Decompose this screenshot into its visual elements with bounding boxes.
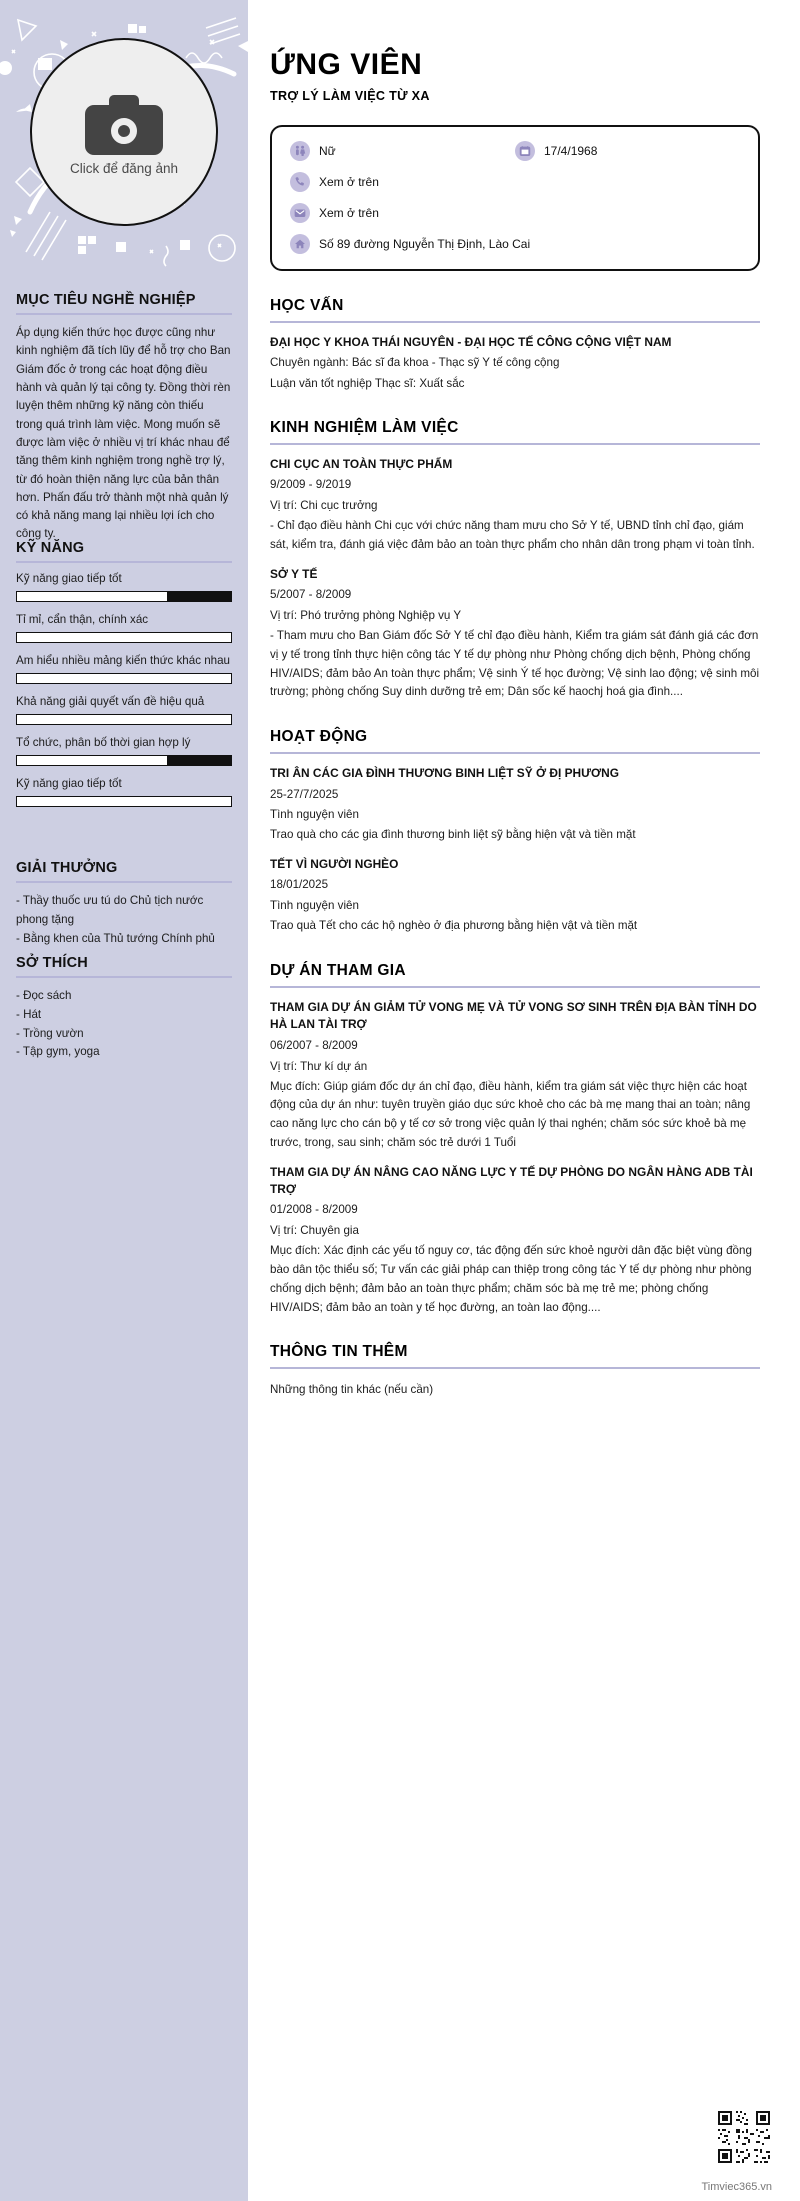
experience-period: 5/2007 - 8/2009: [270, 588, 352, 602]
skill-item: [16, 613, 232, 643]
skill-item: [16, 654, 232, 684]
list-item: - Hát: [16, 1007, 42, 1021]
skills-list: [16, 572, 232, 807]
contact-email-value: Xem ở trên: [319, 206, 379, 220]
awards-list: [16, 892, 232, 948]
career-objective-body: Áp dụng kiến thức học được cũng như kinh nghiệm đã tích lũy để hỗ trợ cho Ban Giám đốc ở trong các hoạt động điều hành và quản lý tại công ty. Đồng thời rèn luyện thêm những kỹ năng còn thiếu trong quá trình làm việc. Mong muốn sẽ được làm việc ở nhiều vị trí khác nhau để tăng thêm kinh nghiệm trong nghề trợ lý, từ đó hoàn thiện năng lực của bản thân hơn. Phấn đấu trở thành một nhà quản lý có khả năng mang lại nhiều lợi ích cho công ty.: [16, 326, 231, 541]
experience-description: - Chỉ đạo điều hành Chi cục với chức năng tham mưu cho Sở Y tế, UBND tỉnh chỉ đạo, giám sát, kiểm tra, đánh giá việc đảm bảo an toàn thực phẩm cho nhân dân trong phạm vi toàn tỉnh.: [270, 519, 755, 552]
section-projects: [270, 962, 760, 1317]
experience-title: KINH NGHIỆM LÀM VIỆC: [270, 419, 760, 445]
qr-code-icon: [716, 2109, 772, 2165]
camera-icon: [85, 95, 163, 155]
contact-phone: [290, 172, 515, 192]
page-title: ỨNG VIÊN: [270, 48, 423, 81]
list-item: - Trồng vườn: [16, 1026, 84, 1040]
skill-progress-fill: [167, 756, 231, 765]
project-position: Vị trí: Thư kí dự án: [270, 1059, 368, 1073]
skill-item: [16, 777, 232, 807]
list-item: - Đọc sách: [16, 989, 72, 1002]
project-description: Mục đích: Giúp giám đốc dự án chỉ đạo, điều hành, kiểm tra giám sát việc thực hiện các hoạt động của dự án như: tuyên truyền giáo dục sức khoẻ cho các bà mẹ mang thai an toàn; nâng cao năng lực cho cán bộ y tế cơ sở trong việc quản lý thai nghén; chăm sóc sức khoẻ bà mẹ trước, trong, sau sinh; chăm sóc trẻ dưới 1 Tuổi: [270, 1079, 751, 1149]
photo-upload-placeholder[interactable]: [30, 38, 218, 226]
project-name: THAM GIA DỰ ÁN NÂNG CAO NĂNG LỰC Y TẾ DỰ PHÒNG DO NGÂN HÀNG ADB TÀI TRỢ: [270, 1164, 753, 1196]
experience-entry: [270, 566, 760, 702]
list-item: - Thầy thuốc ưu tú do Chủ tịch nước phong tặng: [16, 894, 204, 926]
activity-description: Trao quà cho các gia đình thương binh liệt sỹ bằng hiện vật và tiền mặt: [270, 828, 636, 842]
project-entry: [270, 1164, 760, 1318]
section-activities: [270, 728, 760, 936]
projects-title: DỰ ÁN THAM GIA: [270, 962, 760, 988]
skill-progress-bar: [16, 714, 232, 725]
skills-title: KỸ NĂNG: [16, 540, 232, 563]
experience-description: - Tham mưu cho Ban Giám đốc Sở Y tế chỉ đạo điều hành, Kiểm tra giám sát đánh giá các đơn vị y tế trong tỉnh thực hiện công tác Y tế dự phòng như Phòng chống dịch bệnh, Phòng chống HIV/AIDS; đảm bảo An toàn thực phẩm; Vệ sinh Ý tế học đường; Vệ sinh lao động; vệ sinh môi trường; phòng chống Suy dinh dưỡng trẻ em; Dân sốc kế haochj hoá gia đình....: [270, 629, 760, 699]
gender-icon: [290, 141, 310, 161]
brand-label: Timviec365.vn: [701, 2181, 772, 2193]
footer: [248, 2081, 800, 2201]
additional-info-title: THÔNG TIN THÊM: [270, 1343, 760, 1369]
home-icon: [290, 234, 310, 254]
activity-entry: [270, 856, 760, 936]
skill-label: Kỹ năng giao tiếp tốt: [16, 777, 122, 790]
education-title: HỌC VẤN: [270, 297, 760, 323]
skill-item: [16, 572, 232, 602]
project-period: 06/2007 - 8/2009: [270, 1038, 358, 1052]
activity-name: TẾT VÌ NGƯỜI NGHÈO: [270, 857, 399, 872]
activity-position: Tình nguyện viên: [270, 808, 359, 822]
experience-entry: [270, 456, 760, 555]
experience-position: Vị trí: Chi cục trưởng: [270, 499, 378, 513]
activity-description: Trao quà Tết cho các hộ nghèo ở địa phương bằng hiện vật và tiền mặt: [270, 919, 638, 933]
contact-address-value: Số 89 đường Nguyễn Thị Định, Lào Cai: [319, 237, 531, 251]
contact-address: [290, 234, 740, 254]
main-content: [248, 0, 800, 1400]
activities-title: HOẠT ĐỘNG: [270, 728, 760, 754]
calendar-icon: [515, 141, 535, 161]
section-skills: [16, 540, 232, 818]
sidebar: [0, 0, 248, 2201]
skill-progress-bar: [16, 632, 232, 643]
skill-progress-bar: [16, 755, 232, 766]
contact-card: [270, 125, 760, 271]
skill-progress-bar: [16, 673, 232, 684]
contact-email: [290, 203, 515, 223]
skill-label: Tỉ mỉ, cẩn thận, chính xác: [16, 613, 149, 626]
hobbies-title: SỞ THÍCH: [16, 955, 232, 978]
contact-birthdate: [515, 141, 740, 161]
contact-gender: [290, 141, 515, 161]
experience-position: Vị trí: Phó trưởng phòng Nghiệp vụ Y: [270, 609, 462, 623]
skill-label: Kỹ năng giao tiếp tốt: [16, 572, 122, 585]
activity-period: 25-27/7/2025: [270, 787, 339, 801]
activity-name: TRI ÂN CÁC GIA ĐÌNH THƯƠNG BINH LIỆT SỸ Ở ĐỊ PHƯƠNG: [270, 766, 619, 781]
contact-gender-value: Nữ: [319, 144, 336, 158]
list-item: - Tập gym, yoga: [16, 1045, 100, 1059]
activity-entry: [270, 765, 760, 845]
list-item: - Bằng khen của Thủ tướng Chính phủ: [16, 931, 215, 945]
skill-item: [16, 695, 232, 725]
activities-list: [270, 765, 760, 936]
skill-progress-bar: [16, 591, 232, 602]
project-name: THAM GIA DỰ ÁN GIẢM TỬ VONG MẸ VÀ TỬ VONG SƠ SINH TRÊN ĐỊA BÀN TỈNH DO HÀ LAN TÀI TRỢ: [270, 1000, 757, 1032]
skill-progress-fill: [167, 592, 231, 601]
skill-label: Am hiểu nhiều mảng kiến thức khác nhau: [16, 654, 231, 667]
project-period: 01/2008 - 8/2009: [270, 1203, 358, 1217]
phone-icon: [290, 172, 310, 192]
contact-phone-value: Xem ở trên: [319, 175, 379, 189]
section-education: [270, 297, 760, 393]
section-hobbies: [16, 955, 232, 1062]
skill-label: Khả năng giải quyết vấn đề hiệu quả: [16, 695, 205, 708]
email-icon: [290, 203, 310, 223]
activity-position: Tình nguyện viên: [270, 899, 359, 913]
section-additional-info: [270, 1343, 760, 1400]
section-experience: [270, 419, 760, 702]
section-awards: [16, 860, 232, 948]
education-entry: [270, 334, 760, 393]
project-description: Mục đích: Xác định các yếu tố nguy cơ, tác động đến sức khoẻ người dân đặc biệt vùng đồng bào dân tộc thiểu số; Tư vấn các giải pháp can thiệp trong công tác Y tế dự phòng như phòng chống dịch bệnh; đảm bảo an toàn thực phẩm; chăm sóc bà mẹ trẻ me; phòng chống HIV/AIDS; đảm bảo an toàn y tế học đường, an toàn lao động....: [270, 1244, 752, 1314]
career-objective-title: MỤC TIÊU NGHỀ NGHIỆP: [16, 292, 232, 315]
skill-progress-bar: [16, 796, 232, 807]
awards-title: GIẢI THƯỞNG: [16, 860, 232, 883]
education-major: Chuyên ngành: Bác sĩ đa khoa - Thạc sỹ Y tế công cộng: [270, 356, 560, 370]
skill-label: Tổ chức, phân bố thời gian hợp lý: [16, 736, 191, 749]
experience-list: [270, 456, 760, 702]
experience-name: CHI CỤC AN TOÀN THỰC PHẨM: [270, 457, 453, 472]
project-entry: [270, 999, 760, 1153]
skill-item: [16, 736, 232, 766]
education-list: [270, 334, 760, 393]
projects-list: [270, 999, 760, 1317]
photo-upload-label: Click để đăng ảnh: [69, 160, 179, 176]
experience-period: 9/2009 - 9/2019: [270, 478, 352, 492]
job-role-subtitle: TRỢ LÝ LÀM VIỆC TỪ XA: [270, 89, 430, 103]
section-career-objective: [16, 292, 232, 544]
education-school: ĐẠI HỌC Y KHOA THÁI NGUYÊN - ĐẠI HỌC TẾ CÔNG CỘNG VIỆT NAM: [270, 335, 672, 349]
project-position: Vị trí: Chuyên gia: [270, 1224, 359, 1238]
additional-info-body: Những thông tin khác (nếu cần): [270, 1383, 434, 1397]
education-thesis: Luận văn tốt nghiệp Thạc sĩ: Xuất sắc: [270, 377, 465, 391]
hobbies-list: [16, 987, 232, 1062]
activity-period: 18/01/2025: [270, 878, 329, 892]
experience-name: SỞ Y TẾ: [270, 566, 318, 581]
contact-birthdate-value: 17/4/1968: [544, 144, 598, 158]
